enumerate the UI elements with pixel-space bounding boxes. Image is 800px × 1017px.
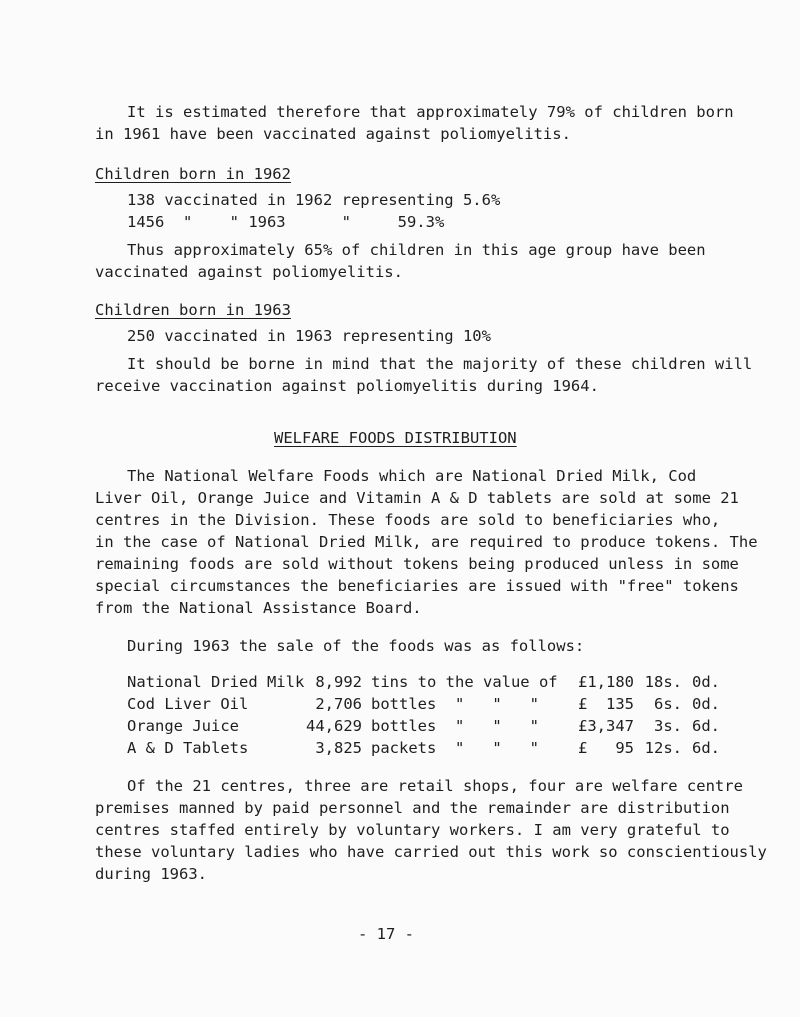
item-quantity: 3,825 — [315, 739, 362, 757]
item-quantity: 44,629 — [306, 717, 362, 735]
item-name: Cod Liver Oil — [127, 695, 249, 713]
item-shillings: 18s. — [644, 673, 682, 691]
welfare-title: WELFARE FOODS DISTRIBUTION — [274, 429, 517, 447]
item-unit: tins to the value of — [371, 673, 558, 691]
welfare-para2-line-1: Of the 21 centres, three are retail shops, four are welfare centre — [127, 777, 743, 795]
item-pence: 6d. — [692, 739, 720, 757]
item-pounds: £1,180 — [578, 673, 634, 691]
heading-children-1962: Children born in 1962 — [95, 165, 291, 183]
vaccination-row-1962-a: 138 vaccinated in 1962 representing 5.6% — [127, 191, 501, 209]
item-shillings: 12s. — [644, 739, 682, 757]
item-pounds: £3,347 — [578, 717, 634, 735]
summary-1962-line-2: vaccinated against poliomyelitis. — [95, 263, 403, 281]
welfare-para1-line-2: Liver Oil, Orange Juice and Vitamin A & D tablets are sold at some 21 — [95, 489, 739, 507]
sale-intro: During 1963 the sale of the foods was as follows: — [127, 637, 585, 655]
welfare-para1-line-6: special circumstances the beneficiaries are issued with "free" tokens — [95, 577, 739, 595]
item-unit: packets " " " — [371, 739, 539, 757]
item-shillings: 3s. — [654, 717, 682, 735]
note-1963-line-1: It should be borne in mind that the majority of these children will — [127, 355, 753, 373]
item-unit: bottles " " " — [371, 695, 539, 713]
item-quantity: 2,706 — [315, 695, 362, 713]
item-pounds: £ 95 — [578, 739, 634, 757]
item-name: A & D Tablets — [127, 739, 249, 757]
item-shillings: 6s. — [654, 695, 682, 713]
vaccination-row-1962-b: 1456 " " 1963 " 59.3% — [127, 213, 445, 231]
item-pence: 6d. — [692, 717, 720, 735]
item-quantity: 8,992 — [315, 673, 362, 691]
welfare-para1-line-5: remaining foods are sold without tokens being produced unless in some — [95, 555, 739, 573]
intro-line-1: It is estimated therefore that approximately 79% of children born — [127, 103, 734, 121]
welfare-para1-line-1: The National Welfare Foods which are National Dried Milk, Cod — [127, 467, 697, 485]
intro-line-2: in 1961 have been vaccinated against poliomyelitis. — [95, 125, 571, 143]
welfare-para2-line-3: centres staffed entirely by voluntary workers. I am very grateful to — [95, 821, 730, 839]
welfare-para1-line-3: centres in the Division. These foods are sold to beneficiaries who, — [95, 511, 721, 529]
page-number: - 17 - — [358, 925, 414, 943]
note-1963-line-2: receive vaccination against poliomyelitis during 1964. — [95, 377, 599, 395]
item-pounds: £ 135 — [578, 695, 634, 713]
welfare-para1-line-7: from the National Assistance Board. — [95, 599, 422, 617]
welfare-para2-line-4: these voluntary ladies who have carried out this work so conscientiously — [95, 843, 767, 861]
heading-children-1963: Children born in 1963 — [95, 301, 291, 319]
welfare-para2-line-2: premises manned by paid personnel and the remainder are distribution — [95, 799, 730, 817]
welfare-para1-line-4: in the case of National Dried Milk, are required to produce tokens. The — [95, 533, 758, 551]
item-pence: 0d. — [692, 695, 720, 713]
item-unit: bottles " " " — [371, 717, 539, 735]
summary-1962-line-1: Thus approximately 65% of children in this age group have been — [127, 241, 706, 259]
item-name: Orange Juice — [127, 717, 239, 735]
item-pence: 0d. — [692, 673, 720, 691]
vaccination-row-1963: 250 vaccinated in 1963 representing 10% — [127, 327, 491, 345]
welfare-para2-line-5: during 1963. — [95, 865, 207, 883]
item-name: National Dried Milk — [127, 673, 305, 691]
